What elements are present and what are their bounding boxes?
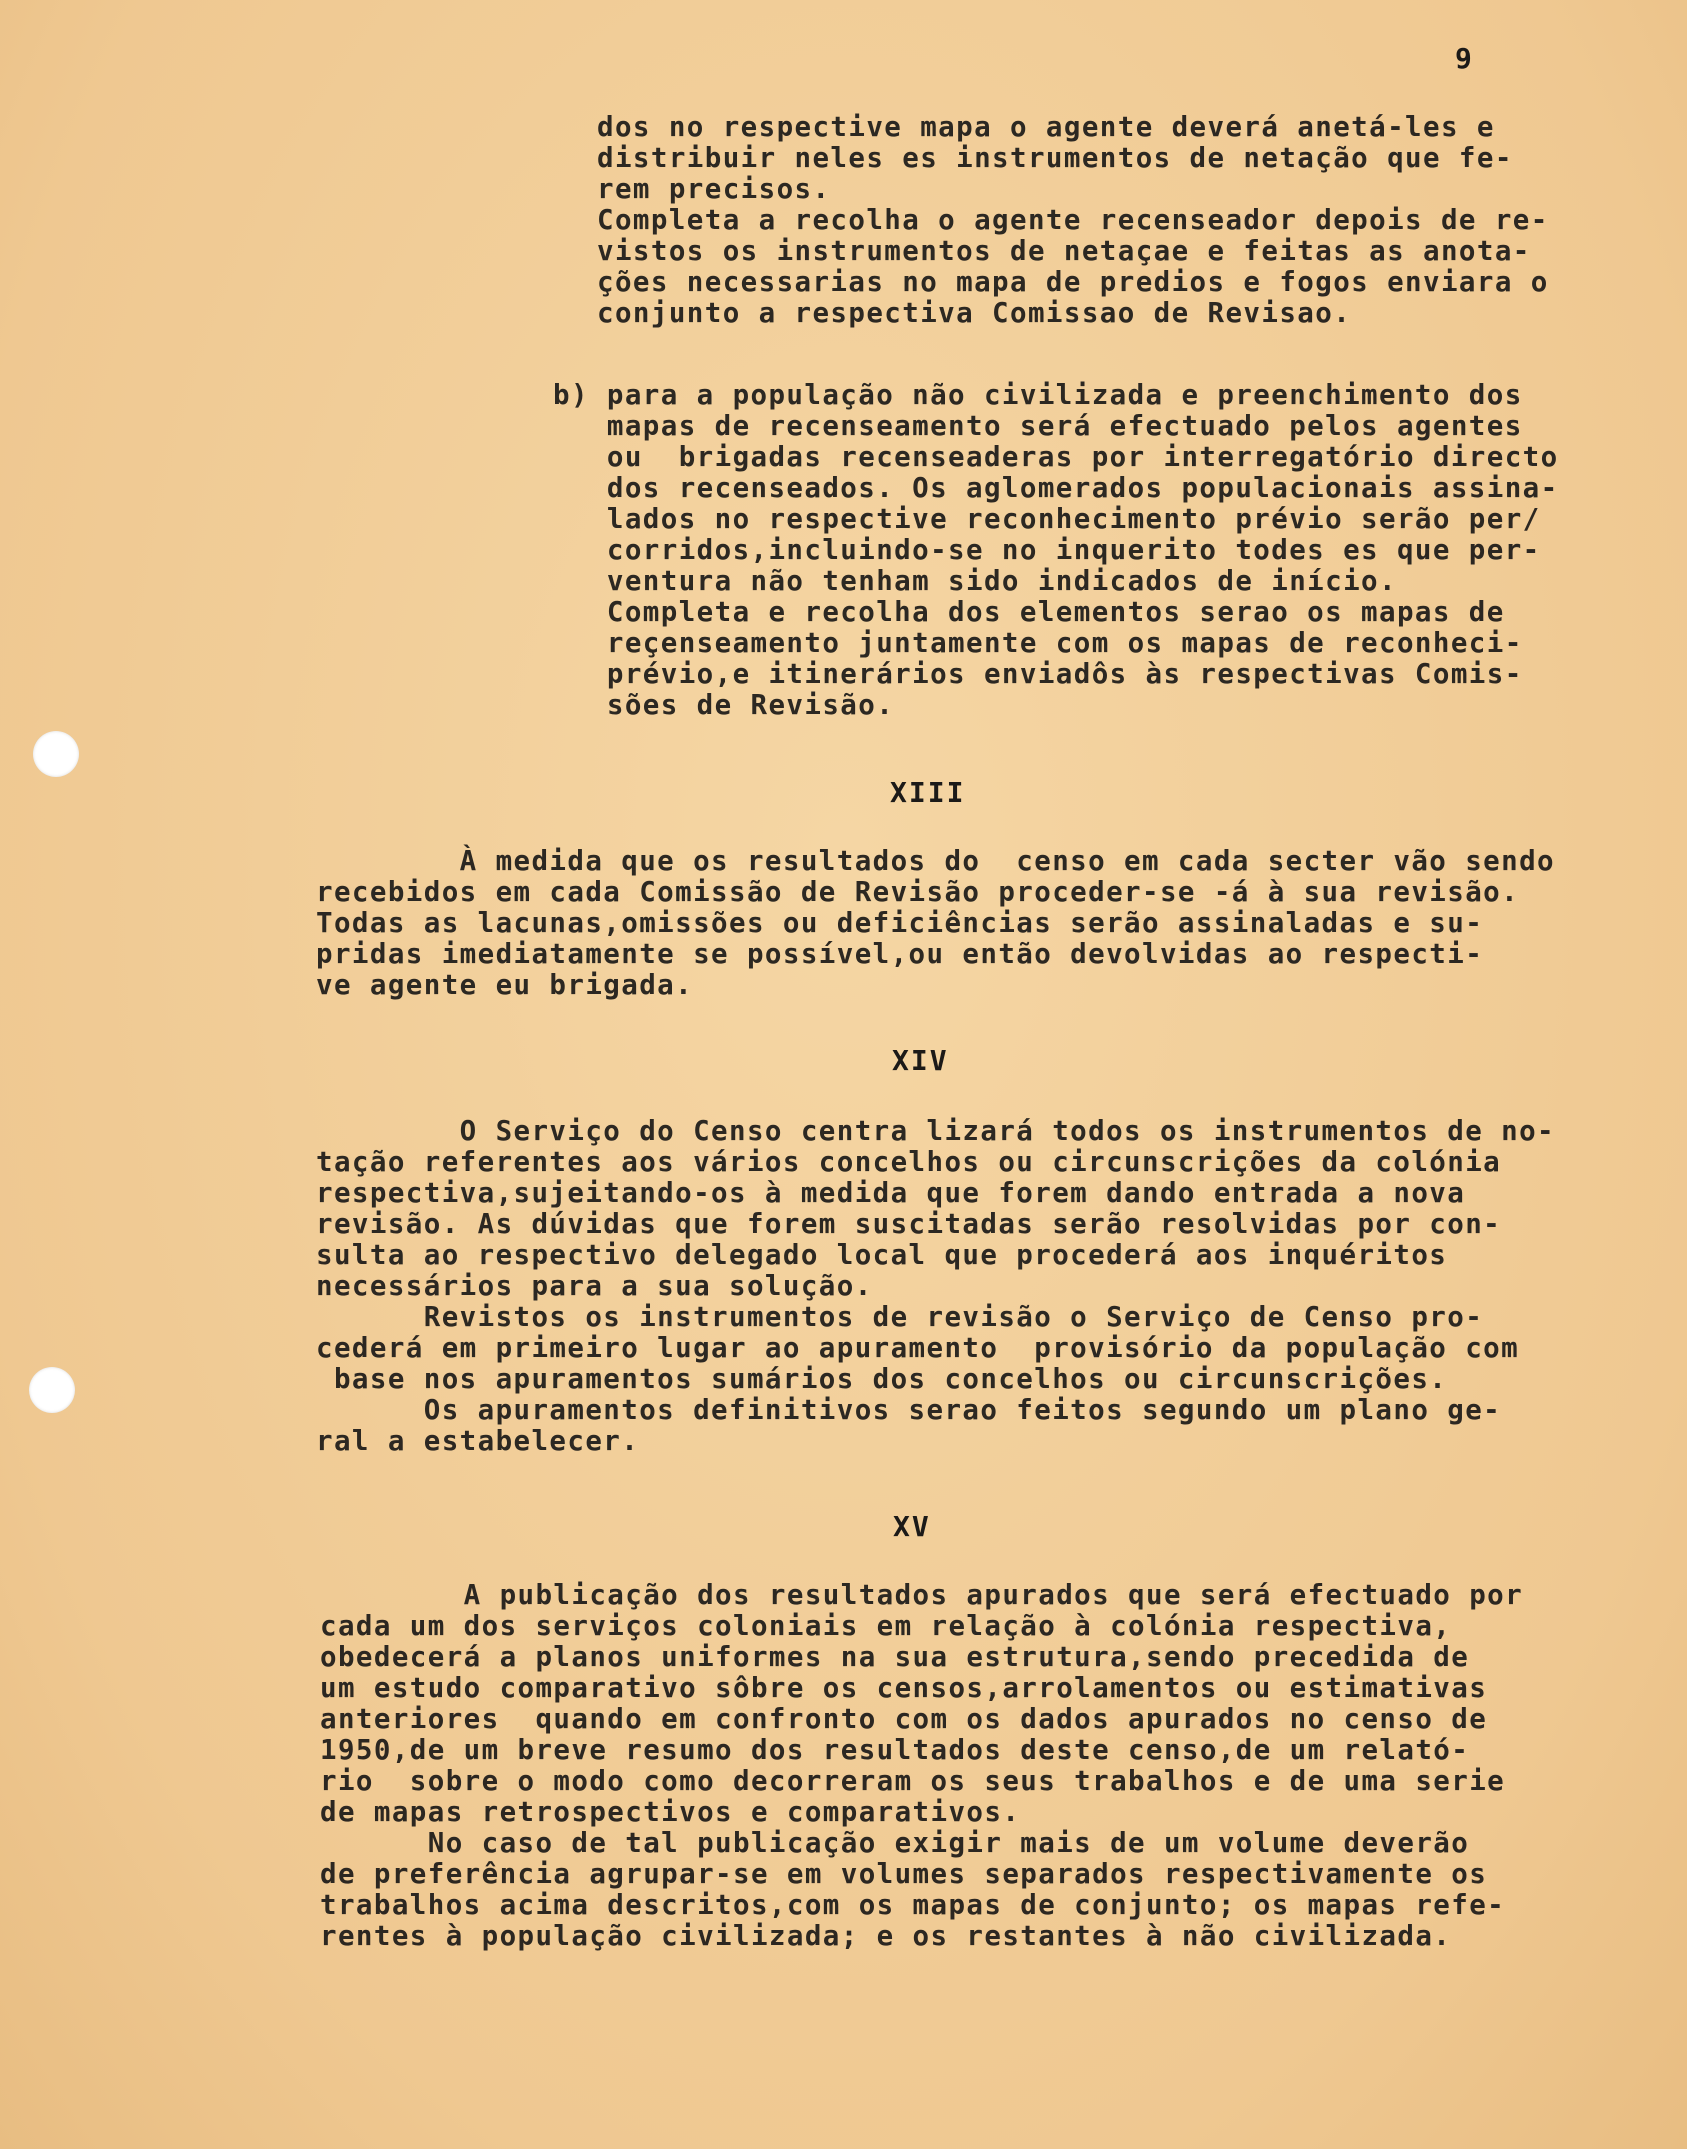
text-line: lados no respective reconhecimento prévio serão per/ (553, 503, 1541, 535)
text-line: prévio,e itinerários enviadôs às respectivas Comis- (553, 658, 1523, 690)
section-heading-xiv: XIV (892, 1044, 949, 1077)
paragraph-continuation (597, 112, 1549, 329)
paragraph-xiv (316, 1116, 1555, 1457)
text-line: corridos,incluindo-se no inquerito todes es que per- (553, 534, 1541, 566)
text-line: de mapas retrospectivos e comparativos. (320, 1796, 1021, 1828)
section-heading-xv: XV (893, 1510, 931, 1543)
text-line: Revistos os instrumentos de revisão o Serviço de Censo pro- (316, 1301, 1484, 1333)
text-line: ou brigadas recenseaderas por interregatório directo (553, 441, 1559, 473)
text-line: ve agente eu brigada. (316, 969, 694, 1001)
page-number: 9 (1455, 42, 1473, 75)
text-line: À medida que os resultados do censo em cada secter vão sendo (316, 845, 1555, 877)
text-line: revisão. As dúvidas que forem suscitadas serão resolvidas por con- (316, 1208, 1502, 1240)
text-line: pridas imediatamente se possível,ou então devolvidas ao respecti- (316, 938, 1484, 970)
text-line: dos no respective mapa o agente deverá anetá-les e (597, 111, 1495, 143)
text-line: obedecerá a planos uniformes na sua estrutura,sendo precedida de (320, 1641, 1470, 1673)
text-line: recebidos em cada Comissão de Revisão proceder-se -á à sua revisão. (316, 876, 1520, 908)
text-line: anteriores quando em confronto com os dados apurados no censo de (320, 1703, 1488, 1735)
text-line: vistos os instrumentos de netaçae e feitas as anota- (597, 235, 1531, 267)
text-line: Os apuramentos definitivos serao feitos segundo um plano ge- (316, 1394, 1502, 1426)
text-line: rem precisos. (597, 173, 831, 205)
text-line: mapas de recenseamento será efectuado pelos agentes (553, 410, 1523, 442)
paragraph-xiii (316, 846, 1555, 1001)
text-line: base nos apuramentos sumários dos concelhos ou circunscrições. (316, 1363, 1448, 1395)
text-line: conjunto a respectiva Comissao de Revisao. (597, 297, 1352, 329)
text-line: tação referentes aos vários concelhos ou circunscrições da colónia (316, 1146, 1502, 1178)
text-line: Todas as lacunas,omissões ou deficiências serão assinaladas e su- (316, 907, 1484, 939)
text-line: ral a estabelecer. (316, 1425, 640, 1457)
text-line: Completa e recolha dos elementos serao os mapas de (553, 596, 1505, 628)
text-line: b) para a população não civilizada e preenchimento dos (553, 379, 1523, 411)
text-line: sões de Revisão. (553, 689, 895, 721)
text-line: trabalhos acima descritos,com os mapas de conjunto; os mapas refe- (320, 1889, 1506, 1921)
text-line: No caso de tal publicação exigir mais de um volume deverão (320, 1827, 1470, 1859)
text-line: um estudo comparativo sôbre os censos,arrolamentos ou estimativas (320, 1672, 1488, 1704)
text-line: respectiva,sujeitando-os à medida que forem dando entrada a nova (316, 1177, 1466, 1209)
text-line: A publicação dos resultados apurados que será efectuado por (320, 1579, 1524, 1611)
text-line: ções necessarias no mapa de predios e fogos enviara o (597, 266, 1549, 298)
text-line: O Serviço do Censo centra lizará todos os instrumentos de no- (316, 1115, 1555, 1147)
text-line: rentes à população civilizada; e os restantes à não civilizada. (320, 1920, 1452, 1952)
paragraph-xv (320, 1580, 1523, 1952)
punch-hole (33, 731, 79, 777)
text-line: cada um dos serviços coloniais em relação à colónia respectiva, (320, 1610, 1452, 1642)
text-line: de preferência agrupar-se em volumes separados respectivamente os (320, 1858, 1488, 1890)
text-line: dos recenseados. Os aglomerados populacionais assina- (553, 472, 1559, 504)
section-heading-xiii: XIII (890, 776, 966, 809)
text-line: 1950,de um breve resumo dos resultados deste censo,de um relató- (320, 1734, 1470, 1766)
text-line: Completa a recolha o agente recenseador depois de re- (597, 204, 1549, 236)
text-line: necessários para a sua solução. (316, 1270, 873, 1302)
paragraph-b (553, 380, 1559, 721)
text-line: sulta ao respectivo delegado local que procederá aos inquéritos (316, 1239, 1448, 1271)
text-line: distribuir neles es instrumentos de netação que fe- (597, 142, 1513, 174)
punch-hole (29, 1367, 75, 1413)
text-line: rio sobre o modo como decorreram os seus trabalhos e de uma serie (320, 1765, 1506, 1797)
text-line: ventura não tenham sido indicados de início. (553, 565, 1397, 597)
text-line: reçenseamento juntamente com os mapas de reconheci- (553, 627, 1523, 659)
text-line: cederá em primeiro lugar ao apuramento provisório da população com (316, 1332, 1520, 1364)
